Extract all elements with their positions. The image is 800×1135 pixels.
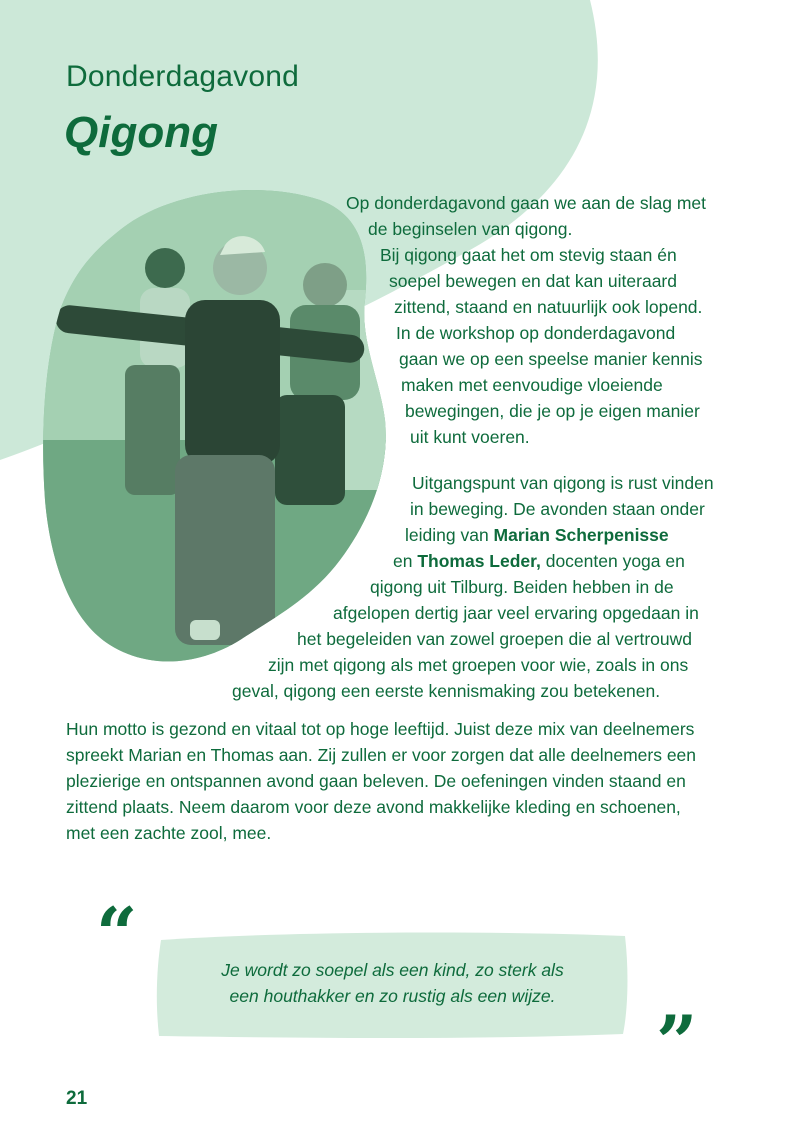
intro-line: Bij qigong gaat het om stevig staan én xyxy=(380,245,677,265)
para2-line xyxy=(393,548,685,574)
section-overline: Donderdagavond xyxy=(66,60,299,93)
instructor-name: Marian Scherpenisse xyxy=(493,525,669,545)
body-line: spreekt Marian en Thomas aan. Zij zullen er voor zorgen dat alle deelnemers een xyxy=(66,745,697,765)
para2-line: geval, qigong een eerste kennismaking zou betekenen. xyxy=(232,681,661,701)
para2-text: docenten yoga en xyxy=(540,551,685,571)
intro-line: de beginselen van qigong. xyxy=(368,219,573,239)
para2-line: zijn met qigong als met groepen voor wie, zoals in ons xyxy=(268,655,689,675)
intro-line: gaan we op een speelse manier kennis xyxy=(399,349,703,369)
quote-line: een houthakker en zo rustig als een wijze. xyxy=(229,986,556,1006)
para2-text: leiding van xyxy=(405,525,494,545)
para2-line: Uitgangspunt van qigong is rust vinden xyxy=(412,473,714,493)
intro-line: zittend, staand en natuurlijk ook lopend. xyxy=(394,297,703,317)
intro-line: soepel bewegen en dat kan uiteraard xyxy=(389,271,677,291)
body-line: zittend plaats. Neem daarom voor deze avond makkelijke kleding en schoenen, xyxy=(66,797,681,817)
intro-line: maken met eenvoudige vloeiende xyxy=(401,375,663,395)
intro-line: Op donderdagavond gaan we aan de slag met xyxy=(346,193,706,213)
close-quote-icon: ” xyxy=(656,999,698,1084)
pull-quote xyxy=(155,957,630,1009)
intro-line: uit kunt voeren. xyxy=(410,427,530,447)
instructor-name: Thomas Leder, xyxy=(417,551,541,571)
body-line: Hun motto is gezond en vitaal tot op hoge leeftijd. Juist deze mix van deelnemers xyxy=(66,719,695,739)
page-title: Qigong xyxy=(64,108,218,157)
para2-line xyxy=(405,522,669,548)
intro-line: In de workshop op donderdagavond xyxy=(396,323,676,343)
page-number: 21 xyxy=(66,1088,88,1109)
open-quote-icon: “ xyxy=(96,891,138,976)
body-line: plezierige en ontspannen avond gaan beleven. De oefeningen vinden staand en xyxy=(66,771,686,791)
para2-line: afgelopen dertig jaar veel ervaring opgedaan in xyxy=(333,603,699,623)
intro-line: bewegingen, die je op je eigen manier xyxy=(405,401,700,421)
para2-line: het begeleiden van zowel groepen die al vertrouwd xyxy=(297,629,692,649)
para2-line: qigong uit Tilburg. Beiden hebben in de xyxy=(370,577,674,597)
para2-text: en xyxy=(393,551,418,571)
quote-line: Je wordt zo soepel als een kind, zo sterk als xyxy=(221,960,564,980)
body-paragraph xyxy=(66,716,746,846)
body-line: met een zachte zool, mee. xyxy=(66,823,272,843)
para2-line: in beweging. De avonden staan onder xyxy=(410,499,705,519)
